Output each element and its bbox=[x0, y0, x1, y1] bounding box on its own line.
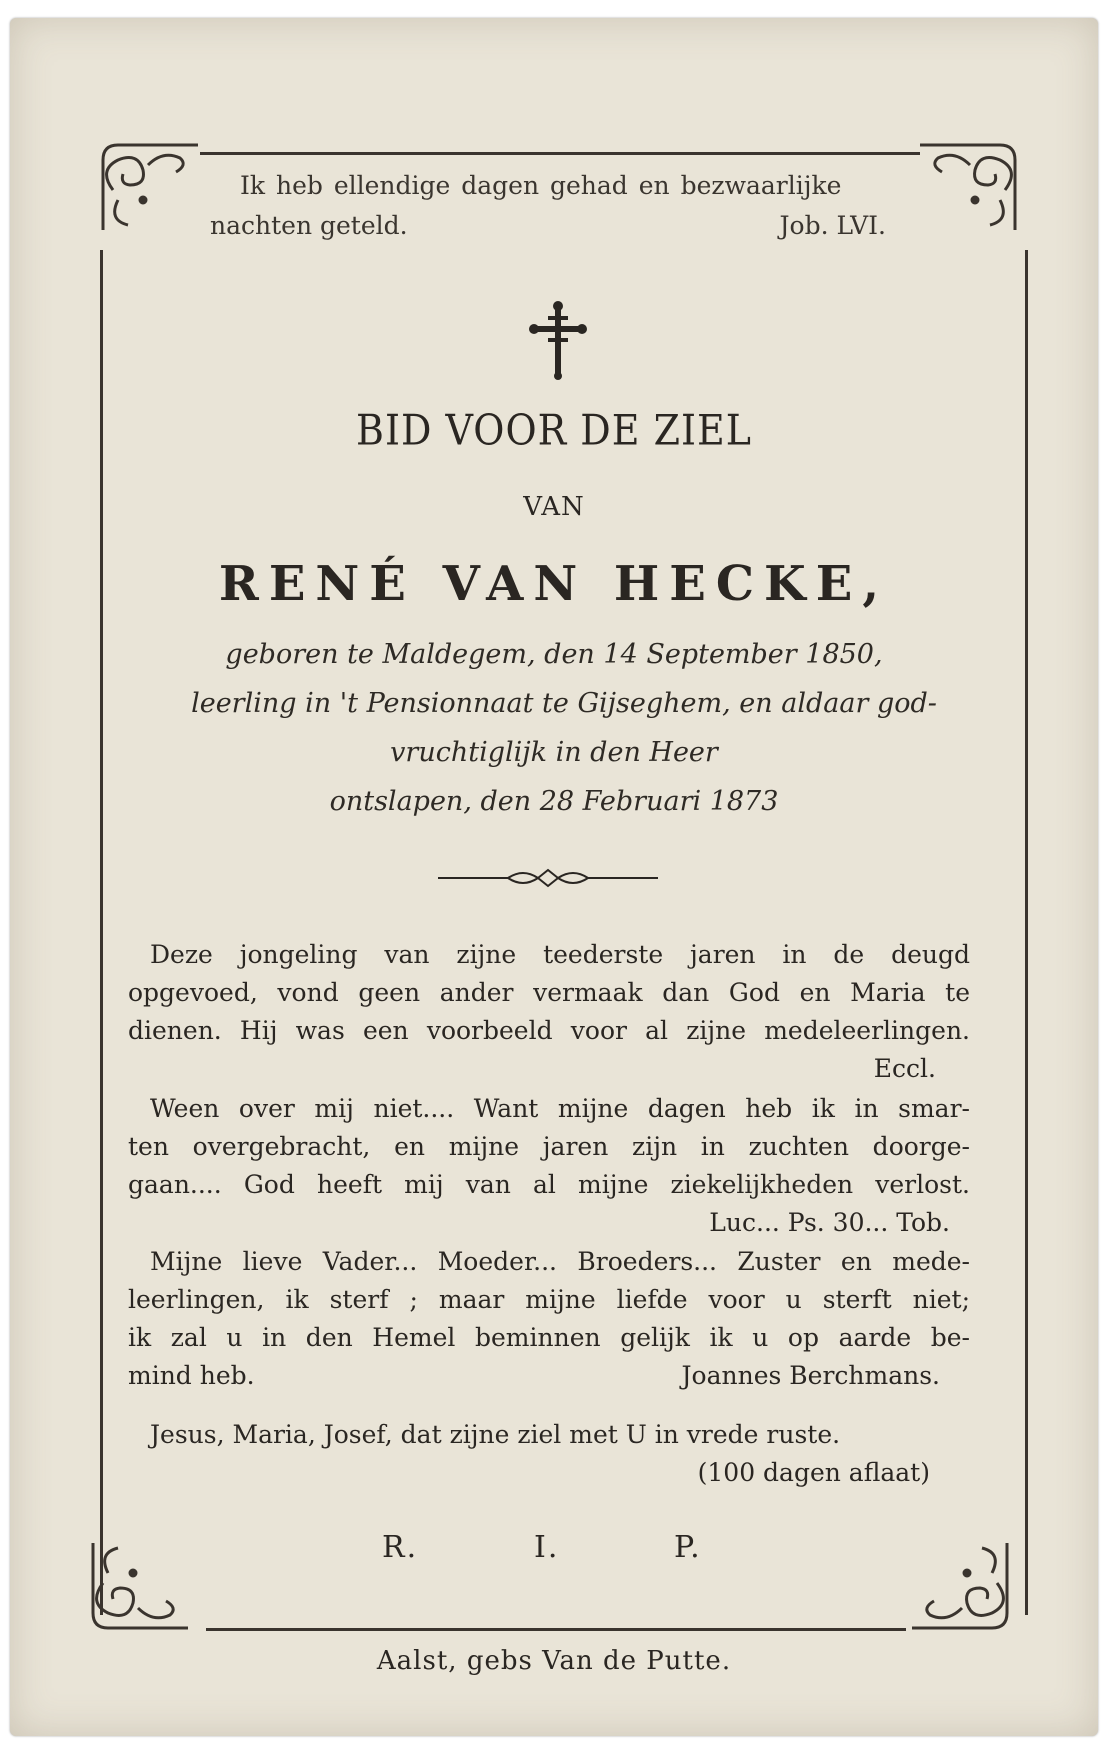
frame-sides bbox=[100, 250, 1028, 1615]
paragraph-line: gaan.... God heeft mij van al mijne ziekelijkheden verlost. bbox=[128, 1170, 970, 1199]
indulgence-note: (100 dagen aflaat) bbox=[697, 1458, 930, 1487]
rip-r: R. bbox=[382, 1530, 419, 1565]
paragraph-line: leerlingen, ik sterf ; maar mijne liefde voor u sterft niet; bbox=[128, 1285, 970, 1314]
bio-line: vruchtiglijk in den Heer bbox=[390, 737, 718, 768]
corner-ornament-icon bbox=[78, 1523, 198, 1643]
heading-title: BID VOOR DE ZIEL bbox=[356, 405, 752, 455]
printer-imprint: Aalst, gebs Van de Putte. bbox=[376, 1646, 732, 1676]
memorial-card bbox=[10, 18, 1098, 1736]
paragraph-line bbox=[128, 1357, 970, 1395]
paragraph-line: ik zal u in den Hemel beminnen gelijk ik u op aarde be- bbox=[128, 1323, 970, 1352]
cross-icon bbox=[528, 300, 588, 380]
motto-line-2-text: nachten geteld. bbox=[210, 211, 408, 240]
paragraph-2 bbox=[128, 1090, 970, 1242]
frame-top-rule bbox=[200, 152, 920, 155]
motto-reference: Job. LVI. bbox=[779, 211, 886, 240]
bio-line: ontslapen, den 28 Februari 1873 bbox=[329, 786, 779, 817]
paragraph-1 bbox=[128, 936, 970, 1088]
paragraph-reference: Luc... Ps. 30... Tob. bbox=[709, 1208, 950, 1237]
paragraph-line: Deze jongeling van zijne teederste jaren in de deugd bbox=[150, 940, 970, 969]
deceased-name: RENÉ VAN HECKE, bbox=[218, 556, 890, 612]
rip-p: P. bbox=[674, 1530, 702, 1565]
biography bbox=[10, 630, 1098, 826]
heading-van: VAN bbox=[523, 492, 585, 522]
paragraph-line: Jesus, Maria, Josef, dat zijne ziel met U in vrede ruste. bbox=[150, 1420, 841, 1449]
scripture-motto bbox=[210, 166, 910, 246]
motto-line-2 bbox=[210, 206, 910, 246]
paragraph-reference: Eccl. bbox=[873, 1054, 936, 1083]
rip-i: I. bbox=[534, 1530, 560, 1565]
frame-bottom-rule bbox=[206, 1628, 906, 1631]
motto-line-1: Ik heb ellendige dagen gehad en bezwaarlijke bbox=[240, 171, 842, 200]
paragraph-3 bbox=[128, 1243, 970, 1395]
corner-ornament-icon bbox=[910, 130, 1030, 250]
bio-line: leerling in 't Pensionnaat te Gijseghem, en aldaar god- bbox=[191, 688, 937, 719]
paragraph-reference: Joannes Berchmans. bbox=[681, 1361, 940, 1390]
paragraph-line: Mijne lieve Vader... Moeder... Broeders... Zuster en mede- bbox=[150, 1247, 970, 1276]
paragraph-line: dienen. Hij was een voorbeeld voor al zijne medeleerlingen. bbox=[128, 1016, 970, 1045]
bio-line: geboren te Maldegem, den 14 September 1850, bbox=[225, 639, 883, 670]
corner-ornament-icon bbox=[902, 1523, 1022, 1643]
ornamental-divider-icon bbox=[438, 866, 658, 890]
paragraph-line: Ween over mij niet.... Want mijne dagen heb ik in smar- bbox=[150, 1094, 970, 1123]
paragraph-last-text: mind heb. bbox=[128, 1361, 255, 1390]
paragraph-line: ten overgebracht, en mijne jaren zijn in zuchten doorge- bbox=[128, 1132, 970, 1161]
paragraph-line: opgevoed, vond geen ander vermaak dan God en Maria te bbox=[128, 978, 970, 1007]
paragraph-4 bbox=[128, 1416, 970, 1492]
corner-ornament-icon bbox=[88, 130, 208, 250]
